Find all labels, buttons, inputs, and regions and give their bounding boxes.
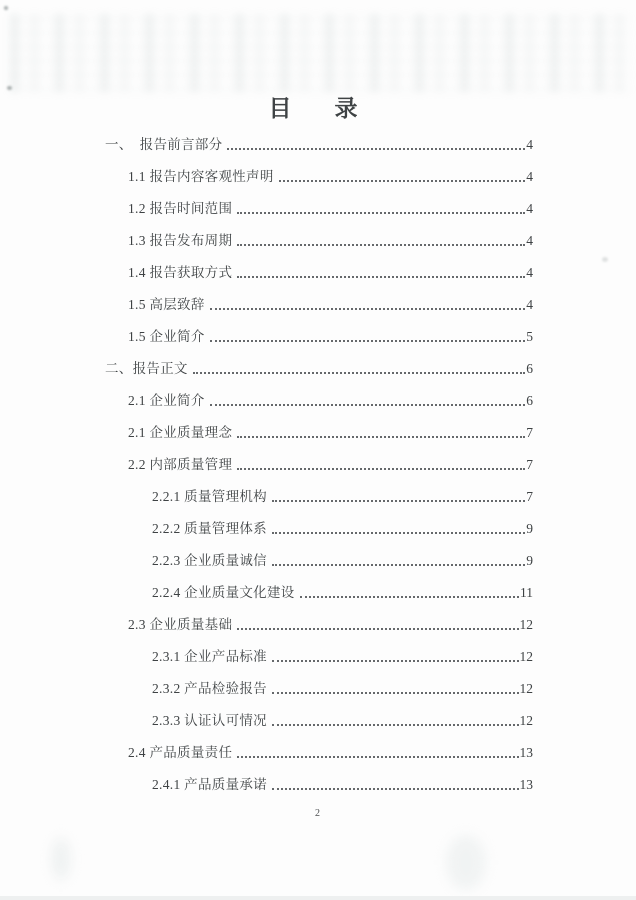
toc-entry xyxy=(105,127,533,159)
toc-entry-page: 4 xyxy=(526,296,533,312)
toc-entry xyxy=(105,575,533,607)
dot-leader xyxy=(210,404,526,406)
scan-smudge xyxy=(446,835,486,890)
toc-entry-label: 2.3.3 认证认可情况 xyxy=(152,712,267,728)
toc-entry-label: 2.2.2 质量管理体系 xyxy=(152,520,267,536)
toc-entry-page: 4 xyxy=(526,264,533,280)
dot-leader xyxy=(237,436,525,438)
toc-entry xyxy=(105,671,533,703)
toc-entry-label: 2.2.1 质量管理机构 xyxy=(152,488,267,504)
dot-leader xyxy=(272,724,519,726)
toc-entry-label: 2.3 企业质量基础 xyxy=(128,616,233,632)
toc-entry xyxy=(105,351,533,383)
toc-entry-page: 4 xyxy=(526,136,533,152)
toc-entry-page: 11 xyxy=(520,584,533,600)
toc-entry-page: 13 xyxy=(519,776,533,792)
dot-leader xyxy=(237,628,518,630)
toc-entry-label: 1.1 报告内容客观性声明 xyxy=(128,168,274,184)
toc-entry xyxy=(105,511,533,543)
toc-entry-page: 7 xyxy=(526,456,533,472)
dot-leader xyxy=(193,372,525,374)
toc-entry-label: 2.1 企业质量理念 xyxy=(128,424,233,440)
toc-entry xyxy=(105,255,533,287)
toc-entry xyxy=(105,319,533,351)
toc-entry xyxy=(105,415,533,447)
dot-leader xyxy=(210,340,526,342)
toc-entry xyxy=(105,479,533,511)
toc-entry xyxy=(105,191,533,223)
toc-entry-label: 2.2.4 企业质量文化建设 xyxy=(152,584,295,600)
toc-entry-page: 12 xyxy=(519,648,533,664)
toc-entry-label: 2.4 产品质量责任 xyxy=(128,744,233,760)
toc-entry-page: 12 xyxy=(519,616,533,632)
toc-entry-label: 1.3 报告发布周期 xyxy=(128,232,233,248)
toc-entry-label: 1.5 企业简介 xyxy=(128,328,205,344)
toc-entry-label: 一、 报告前言部分 xyxy=(105,136,223,152)
dot-leader xyxy=(237,276,525,278)
dot-leader xyxy=(227,148,525,150)
toc-entry xyxy=(105,447,533,479)
dot-leader xyxy=(300,596,519,598)
toc-entry-page: 13 xyxy=(519,744,533,760)
dot-leader xyxy=(272,692,519,694)
dot-leader xyxy=(210,308,526,310)
toc-entry xyxy=(105,703,533,735)
toc-entry xyxy=(105,735,533,767)
toc-entry-label: 1.4 报告获取方式 xyxy=(128,264,233,280)
dot-leader xyxy=(237,468,525,470)
dot-leader xyxy=(272,788,519,790)
toc-entry-page: 12 xyxy=(519,712,533,728)
toc-entry xyxy=(105,607,533,639)
toc-entry-label: 2.2.3 企业质量诚信 xyxy=(152,552,267,568)
toc-entry-page: 9 xyxy=(526,552,533,568)
scan-speck xyxy=(602,257,608,262)
toc-entry-page: 6 xyxy=(526,360,533,376)
toc-entry-label: 2.3.2 产品检验报告 xyxy=(152,680,267,696)
toc-entry-page: 6 xyxy=(526,392,533,408)
toc-entry-page: 4 xyxy=(526,232,533,248)
toc-entry xyxy=(105,383,533,415)
page-number: 2 xyxy=(315,808,321,819)
toc-entry-page: 4 xyxy=(526,200,533,216)
scan-bleedthrough-artifact xyxy=(10,14,630,92)
dot-leader xyxy=(272,532,525,534)
toc-entry-page: 7 xyxy=(526,488,533,504)
page-title: 目 录 xyxy=(268,96,368,121)
toc-entry-label: 2.3.1 企业产品标准 xyxy=(152,648,267,664)
dot-leader xyxy=(272,660,519,662)
scan-smudge xyxy=(52,838,70,880)
toc-entry-page: 5 xyxy=(526,328,533,344)
toc-entry-label: 2.4.1 产品质量承诺 xyxy=(152,776,267,792)
toc-entry xyxy=(105,223,533,255)
toc-entry-page: 7 xyxy=(526,424,533,440)
toc-entry-label: 2.2 内部质量管理 xyxy=(128,456,233,472)
dot-leader xyxy=(237,756,518,758)
dot-leader xyxy=(279,180,526,182)
toc-entry xyxy=(105,639,533,671)
toc-entry-label: 1.2 报告时间范围 xyxy=(128,200,233,216)
dot-leader xyxy=(272,500,525,502)
toc-entry-page: 12 xyxy=(519,680,533,696)
toc-entry xyxy=(105,159,533,191)
toc-entry xyxy=(105,287,533,319)
dot-leader xyxy=(237,244,525,246)
toc-entry-label: 二、报告正文 xyxy=(105,360,188,376)
toc-entry-label: 2.1 企业简介 xyxy=(128,392,205,408)
toc-entry-label: 1.5 高层致辞 xyxy=(128,296,205,312)
dot-leader xyxy=(272,564,525,566)
table-of-contents xyxy=(105,127,533,799)
toc-entry-page: 9 xyxy=(526,520,533,536)
toc-entry xyxy=(105,767,533,799)
dot-leader xyxy=(237,212,525,214)
toc-entry-page: 4 xyxy=(526,168,533,184)
scan-speck xyxy=(4,6,8,10)
toc-entry xyxy=(105,543,533,575)
scan-edge-shadow xyxy=(0,896,636,900)
